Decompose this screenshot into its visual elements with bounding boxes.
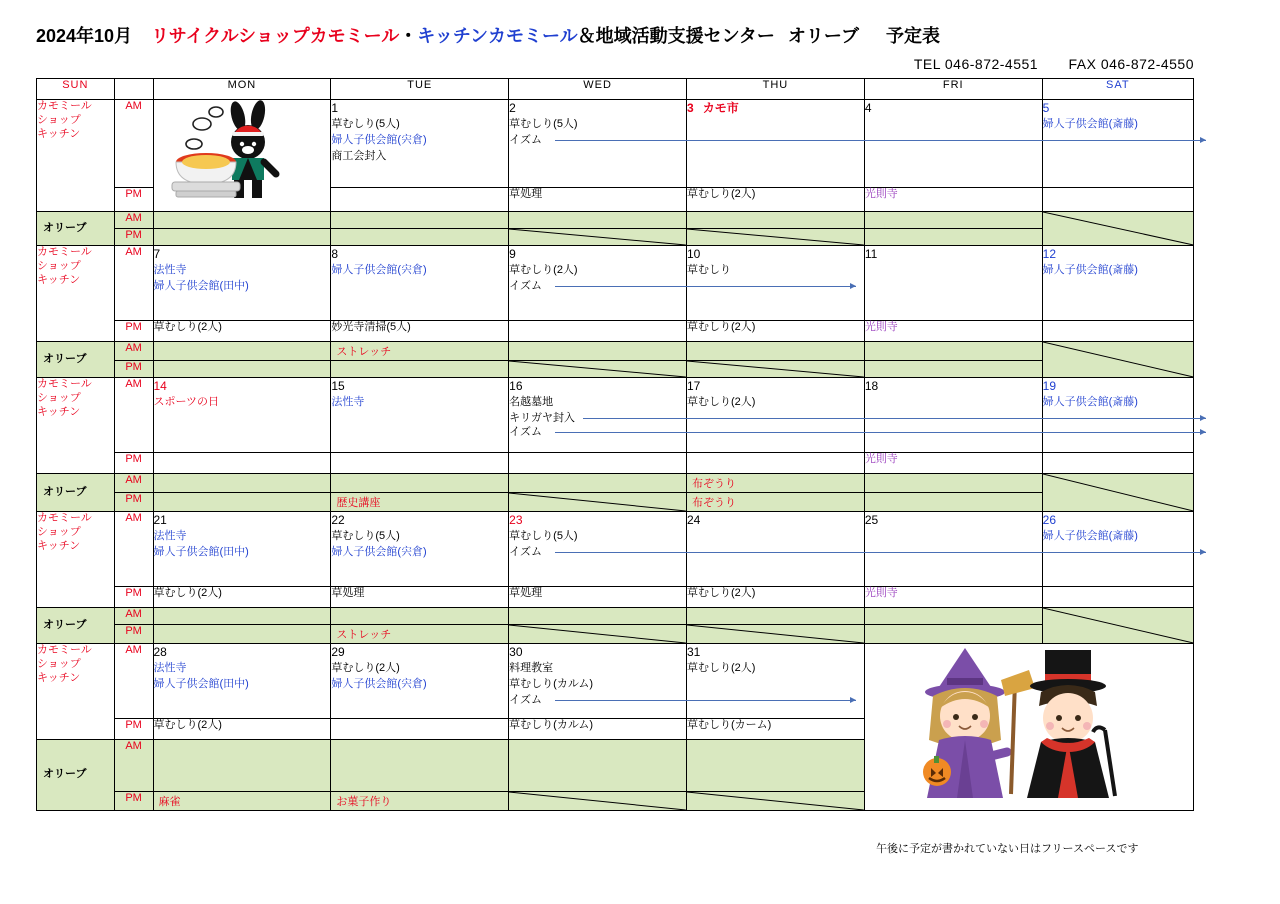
- week-2-pm-row: [37, 321, 1194, 342]
- olive-cell-blocked: [509, 361, 687, 378]
- olive-event: ストレッチ: [331, 625, 509, 644]
- event-text: 草むしり(カーム): [686, 719, 772, 731]
- olive-cell: [686, 212, 864, 229]
- title-date: 2024年10月: [36, 26, 133, 46]
- event-text: 草むしり(2人): [686, 396, 756, 409]
- row-label-kamomile: [37, 100, 115, 212]
- day-number: 31: [686, 645, 701, 659]
- day-number: 5: [1042, 101, 1050, 115]
- olive-cell: [864, 493, 1042, 512]
- event-text: 草処理: [509, 187, 543, 200]
- day-cell-24: [686, 512, 864, 587]
- day-cell-22: [331, 512, 509, 587]
- day-cell-pm-31: [686, 719, 864, 740]
- day-number: 11: [864, 247, 878, 261]
- olive-event: 布ぞうり: [686, 493, 864, 512]
- olive-event: 歴史講座: [331, 493, 509, 512]
- day-cell-pm-4: [864, 187, 1042, 212]
- day-cell-pm-18: [864, 453, 1042, 474]
- day-cell-17: [686, 378, 864, 453]
- title-sep: ・: [399, 26, 418, 46]
- dow-sat: SAT: [1042, 79, 1193, 100]
- day-number: 25: [864, 513, 879, 527]
- olive-cell: [153, 361, 331, 378]
- event-text: イズム: [509, 546, 543, 559]
- day-number: 3: [686, 101, 694, 115]
- event-text: 草むしり: [686, 264, 731, 277]
- olive-cell: [864, 229, 1042, 246]
- ampm-am: AM: [114, 644, 153, 719]
- label-line-3: キッチン: [37, 539, 81, 552]
- event-text: イズム: [509, 426, 543, 439]
- olive-cell: [153, 608, 331, 625]
- day-number: 14: [153, 379, 167, 393]
- event-text: 婦人子供会館(田中): [153, 546, 249, 559]
- event-text: 草処理: [509, 587, 543, 599]
- day-number: 15: [331, 379, 345, 393]
- ampm-pm: PM: [114, 493, 153, 512]
- olive-cell-blocked: [509, 493, 687, 512]
- week-1-olive-am: [37, 212, 1194, 229]
- week-3-am-row: [37, 378, 1194, 453]
- event-text: スポーツの日: [153, 396, 220, 409]
- ampm-pm: PM: [114, 453, 153, 474]
- day-cell-8: [331, 246, 509, 321]
- ampm-am: AM: [114, 608, 153, 625]
- day-number: 4: [864, 101, 872, 115]
- fax-text: FAX 046-872-4550: [1068, 56, 1194, 72]
- event-text: 光則寺: [864, 187, 898, 200]
- day-cell-pm-22: [331, 587, 509, 608]
- day-cell-pm-26: [1042, 587, 1193, 608]
- event-text: 光則寺: [864, 321, 898, 333]
- day-cell-26: [1042, 512, 1193, 587]
- week-2-olive-am: [37, 342, 1194, 361]
- ampm-pm: PM: [114, 625, 153, 644]
- event-text: 法性寺: [331, 396, 365, 409]
- olive-cell-blocked: [686, 625, 864, 644]
- olive-cell: [331, 474, 509, 493]
- day-cell-pm-23: [509, 587, 687, 608]
- event-text: 婦人子供会館(斎藤): [1042, 264, 1138, 277]
- week-2-olive-pm: [37, 361, 1194, 378]
- day-cell-16: [509, 378, 687, 453]
- week-3-olive-pm: [37, 493, 1194, 512]
- olive-cell-blocked: [686, 361, 864, 378]
- week-1-olive-pm: [37, 229, 1194, 246]
- week-3-olive-am: [37, 474, 1194, 493]
- title-doc: 予定表: [886, 26, 941, 46]
- olive-cell: [153, 229, 331, 246]
- label-line-3: キッチン: [37, 127, 81, 140]
- title-org1: リサイクルショップカモミール: [151, 26, 400, 46]
- schedule-table: [36, 78, 1194, 811]
- event-with-arrow: [509, 545, 686, 559]
- week-3-pm-row: [37, 453, 1194, 474]
- olive-cell: [331, 740, 509, 792]
- olive-cell-blocked: [1042, 608, 1193, 644]
- event-text: イズム: [509, 694, 543, 707]
- day-number: 10: [686, 247, 701, 261]
- event-text: イズム: [509, 280, 543, 293]
- day-cell-23: [509, 512, 687, 587]
- day-number: 7: [153, 247, 161, 261]
- event-text: 法性寺: [153, 530, 187, 543]
- olive-cell-blocked: [686, 229, 864, 246]
- week-4-olive-am: [37, 608, 1194, 625]
- day-cell-pm-29: [331, 719, 509, 740]
- day-number: 9: [509, 247, 516, 261]
- dow-fri: FRI: [864, 79, 1042, 100]
- event-text: 草むしり(カルム): [509, 678, 594, 691]
- ampm-pm: PM: [114, 791, 153, 810]
- mascot-illustration: [153, 100, 331, 212]
- olive-cell: [864, 212, 1042, 229]
- olive-event: 麻雀: [153, 791, 331, 810]
- event-text: 草むしり(2人): [686, 662, 756, 675]
- day-number: 30: [509, 645, 523, 659]
- dow-thu: THU: [686, 79, 864, 100]
- dow-wed: WED: [509, 79, 687, 100]
- event-text: キリガヤ封入: [509, 412, 576, 425]
- olive-cell: [153, 212, 331, 229]
- event-text: 草むしり(2人): [153, 321, 222, 333]
- day-cell-10: [686, 246, 864, 321]
- olive-cell-blocked: [1042, 474, 1193, 512]
- label-line-1: カモミール: [37, 246, 92, 258]
- olive-cell: [331, 361, 509, 378]
- event-text: 光則寺: [864, 587, 898, 599]
- day-number: 1: [331, 101, 339, 115]
- label-line-1: カモミール: [37, 512, 92, 524]
- day-number: 17: [686, 379, 701, 393]
- ampm-am: AM: [114, 378, 153, 453]
- day-cell-pm-30: [509, 719, 687, 740]
- event-text: 婦人子供会館(斎藤): [1042, 530, 1138, 543]
- olive-cell: [153, 740, 331, 792]
- day-cell-31: [686, 644, 864, 719]
- event-text: 草むしり(2人): [153, 719, 222, 731]
- week-4-am-row: [37, 512, 1194, 587]
- olive-cell: [686, 608, 864, 625]
- label-line-1: カモミール: [37, 378, 92, 390]
- day-cell-pm-14: [153, 453, 331, 474]
- day-cell-pm-3: [686, 187, 864, 212]
- day-cell-pm-9: [509, 321, 687, 342]
- footnote-text: 午後に予定が書かれていない日はフリースペースです: [876, 843, 1139, 855]
- ampm-pm: PM: [114, 229, 153, 246]
- day-cell-25: [864, 512, 1042, 587]
- day-number: 22: [331, 513, 345, 527]
- olive-cell: [509, 740, 687, 792]
- day-cell-pm-17: [686, 453, 864, 474]
- olive-cell: [864, 361, 1042, 378]
- ampm-pm: PM: [114, 321, 153, 342]
- event-text: 名越墓地: [509, 396, 554, 409]
- day-number: 16: [509, 379, 523, 393]
- olive-cell: [509, 608, 687, 625]
- event-text: 草むしり(カルム): [509, 719, 594, 731]
- event-text: 商工会封入: [331, 150, 387, 163]
- olive-cell: [153, 493, 331, 512]
- day-cell-11: [864, 246, 1042, 321]
- day-cell-pm-21: [153, 587, 331, 608]
- day-number: 28: [153, 645, 167, 659]
- event-text: 草むしり(2人): [686, 587, 756, 599]
- olive-cell-blocked: [686, 791, 864, 810]
- tel-text: TEL 046-872-4551: [913, 56, 1039, 72]
- ampm-am: AM: [114, 474, 153, 493]
- day-cell-12: [1042, 246, 1193, 321]
- day-cell-pm-19: [1042, 453, 1193, 474]
- day-cell-pm-1: [331, 187, 509, 212]
- week-1-am-row: [37, 100, 1194, 188]
- day-cell-pm-7: [153, 321, 331, 342]
- row-label-kamomile: [37, 512, 115, 608]
- ampm-am: AM: [114, 100, 153, 188]
- day-cell-pm-11: [864, 321, 1042, 342]
- week-2-am-row: [37, 246, 1194, 321]
- olive-cell: [864, 474, 1042, 493]
- label-line-3: キッチン: [37, 405, 81, 418]
- event-text: 料理教室: [509, 662, 554, 675]
- day-number: 2: [509, 101, 516, 115]
- week-4-olive-pm: [37, 625, 1194, 644]
- event-text: 婦人子供会館(田中): [153, 280, 249, 293]
- dow-sun: SUN: [37, 79, 115, 100]
- olive-cell: [153, 474, 331, 493]
- day-number: 26: [1042, 513, 1056, 527]
- day-number: 21: [153, 513, 167, 527]
- label-line-2: ショップ: [37, 391, 81, 404]
- day-number: 8: [331, 247, 339, 261]
- olive-cell: [864, 342, 1042, 361]
- event-text: 婦人子供会館(宍倉): [331, 264, 427, 277]
- event-text: 草むしり(2人): [153, 587, 222, 599]
- day-number: 19: [1042, 379, 1056, 393]
- rabbit-cooking-icon: [154, 100, 328, 208]
- label-line-2: ショップ: [37, 259, 81, 272]
- day-cell-pm-25: [864, 587, 1042, 608]
- week-5-am-row: [37, 644, 1194, 719]
- event-text: 妙光寺清掃(5人): [331, 321, 411, 333]
- day-cell-1: [331, 100, 509, 188]
- day-cell-pm-5: [1042, 187, 1193, 212]
- day-cell-pm-8: [331, 321, 509, 342]
- event-with-arrow: [509, 133, 686, 147]
- day-cell-pm-12: [1042, 321, 1193, 342]
- event-text: イズム: [509, 134, 543, 147]
- olive-cell: [153, 625, 331, 644]
- day-number: 12: [1042, 247, 1056, 261]
- olive-cell-blocked: [509, 229, 687, 246]
- event-text: 草むしり(5人): [509, 118, 578, 131]
- row-label-kamomile: [37, 246, 115, 342]
- event-text: 草むしり(2人): [509, 264, 578, 277]
- olive-cell-blocked: [509, 625, 687, 644]
- ampm-pm: PM: [114, 587, 153, 608]
- ampm-am: AM: [114, 212, 153, 229]
- halloween-kids-icon: [865, 644, 1187, 804]
- dow-spacer: [114, 79, 153, 100]
- day-cell-15: [331, 378, 509, 453]
- day-cell-4: [864, 100, 1042, 188]
- event-text: 草むしり(5人): [509, 530, 578, 543]
- olive-cell: [509, 474, 687, 493]
- olive-cell: [331, 608, 509, 625]
- event-text: 草むしり(5人): [331, 118, 400, 131]
- row-label-kamomile: [37, 378, 115, 474]
- day-cell-5: [1042, 100, 1193, 188]
- event-text: 法性寺: [153, 264, 187, 277]
- day-cell-2: [509, 100, 687, 188]
- olive-event: お菓子作り: [331, 791, 509, 810]
- ampm-am: AM: [114, 246, 153, 321]
- title-amp: ＆地域活動支援センター: [577, 26, 775, 46]
- event-text: 婦人子供会館(宍倉): [331, 678, 427, 691]
- day-cell-pm-24: [686, 587, 864, 608]
- olive-event: ストレッチ: [331, 342, 509, 361]
- event-with-arrow: [509, 411, 686, 425]
- title-org2: キッチンカモミール: [417, 26, 578, 46]
- olive-cell: [331, 229, 509, 246]
- olive-cell: [864, 608, 1042, 625]
- event-text: 草むしり(5人): [331, 530, 400, 543]
- day-cell-pm-2: [509, 187, 687, 212]
- event-text: 婦人子供会館(斎藤): [1042, 118, 1138, 131]
- row-label-kamomile: [37, 644, 115, 740]
- day-cell-pm-16: [509, 453, 687, 474]
- contact-info: [888, 56, 1194, 72]
- event-text: 草むしり(2人): [331, 662, 400, 675]
- event-with-arrow: [509, 279, 686, 293]
- olive-cell-blocked: [1042, 212, 1193, 246]
- ampm-am: AM: [114, 342, 153, 361]
- halloween-illustration: [864, 644, 1193, 811]
- day-cell-29: [331, 644, 509, 719]
- event-text: 法性寺: [153, 662, 187, 675]
- day-cell-28: [153, 644, 331, 719]
- table-header-row: [37, 79, 1194, 100]
- row-label-olive: オリーブ: [37, 740, 115, 811]
- row-label-olive: オリーブ: [37, 608, 115, 644]
- day-cell-3: [686, 100, 864, 188]
- label-line-1: カモミール: [37, 100, 92, 112]
- day-cell-30: [509, 644, 687, 719]
- day-cell-19: [1042, 378, 1193, 453]
- olive-cell: [686, 740, 864, 792]
- row-label-olive: オリーブ: [37, 342, 115, 378]
- day-cell-pm-10: [686, 321, 864, 342]
- day-cell-pm-15: [331, 453, 509, 474]
- olive-cell: [509, 342, 687, 361]
- olive-cell: [686, 342, 864, 361]
- event-text: 草処理: [331, 587, 365, 599]
- row-label-olive: オリーブ: [37, 474, 115, 512]
- label-line-2: ショップ: [37, 657, 81, 670]
- day-cell-9: [509, 246, 687, 321]
- day-number: 23: [509, 513, 523, 527]
- olive-cell: [864, 625, 1042, 644]
- event-text: 草むしり(2人): [686, 187, 756, 200]
- week-4-pm-row: [37, 587, 1194, 608]
- event-text: 草むしり(2人): [686, 321, 756, 333]
- day-cell-7: [153, 246, 331, 321]
- day-cell-pm-28: [153, 719, 331, 740]
- day-cell-21: [153, 512, 331, 587]
- day-cell-18: [864, 378, 1042, 453]
- olive-cell-blocked: [1042, 342, 1193, 378]
- title-org3: オリーブ: [787, 26, 860, 46]
- dow-tue: TUE: [331, 79, 509, 100]
- event-text: 婦人子供会館(宍倉): [331, 546, 427, 559]
- label-line-3: キッチン: [37, 671, 81, 684]
- event-with-arrow: [509, 693, 686, 707]
- ampm-pm: PM: [114, 719, 153, 740]
- day-cell-14: [153, 378, 331, 453]
- label-line-3: キッチン: [37, 273, 81, 286]
- event-with-arrow: [509, 425, 686, 439]
- olive-cell: [509, 212, 687, 229]
- day-number: 18: [864, 379, 879, 393]
- event-text: 光則寺: [864, 453, 898, 465]
- olive-cell-blocked: [509, 791, 687, 810]
- day-number: 24: [686, 513, 701, 527]
- ampm-pm: PM: [114, 361, 153, 378]
- label-line-1: カモミール: [37, 644, 92, 656]
- ampm-am: AM: [114, 512, 153, 587]
- page-title: [36, 22, 1236, 48]
- event-text: 婦人子供会館(斎藤): [1042, 396, 1138, 409]
- row-label-olive: オリーブ: [37, 212, 115, 246]
- olive-cell: [331, 212, 509, 229]
- label-line-2: ショップ: [37, 113, 81, 126]
- day-number: 29: [331, 645, 345, 659]
- olive-event: 布ぞうり: [686, 474, 864, 493]
- olive-cell: [153, 342, 331, 361]
- ampm-pm: PM: [114, 187, 153, 212]
- event-text: 婦人子供会館(田中): [153, 678, 249, 691]
- dow-mon: MON: [153, 79, 331, 100]
- event-text: 婦人子供会館(宍倉): [331, 134, 427, 147]
- ampm-am: AM: [114, 740, 153, 792]
- label-line-2: ショップ: [37, 525, 81, 538]
- event-text: カモ市: [702, 101, 739, 115]
